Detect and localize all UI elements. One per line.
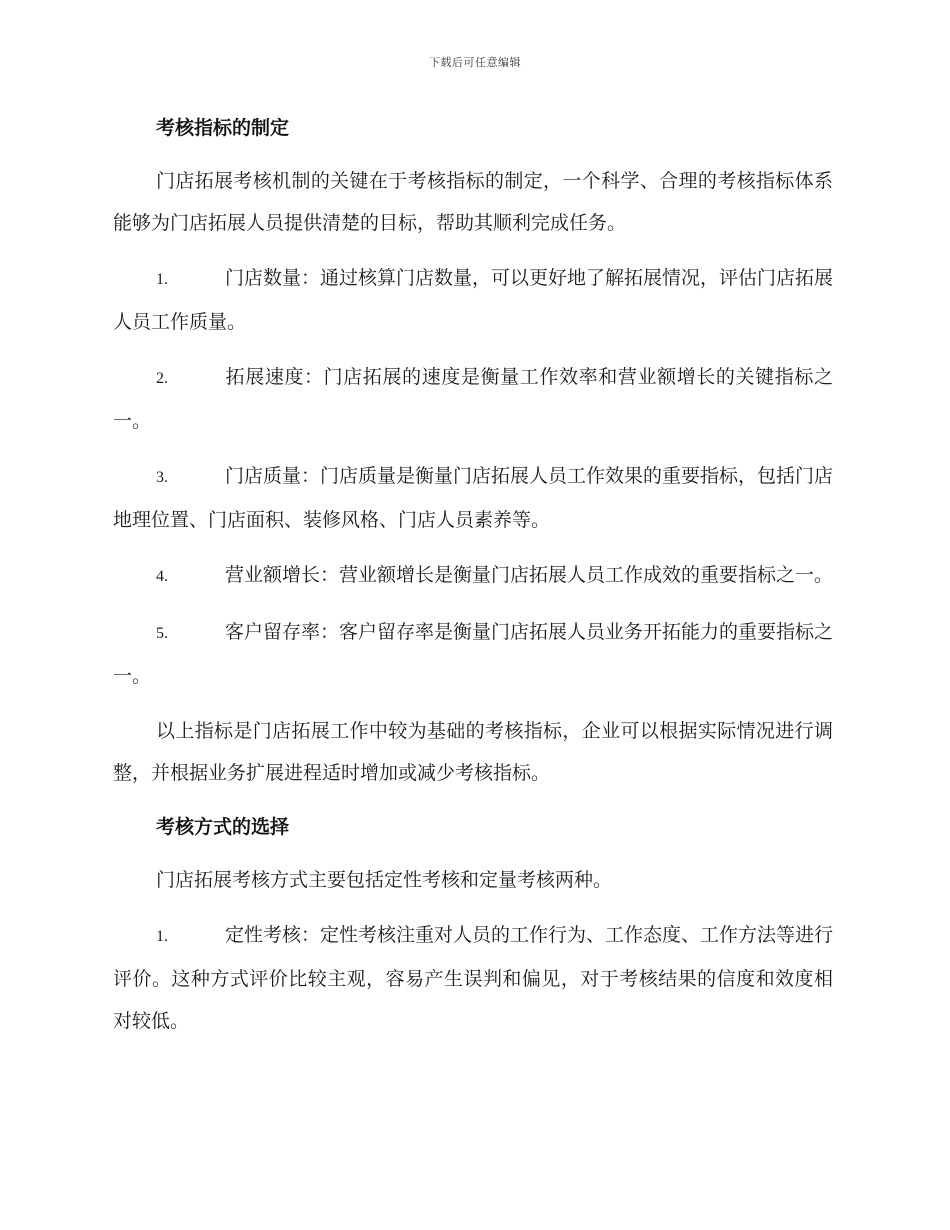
list-item <box>113 611 833 697</box>
list-number: 1. <box>156 271 168 288</box>
list-number: 5. <box>156 625 168 642</box>
section-heading-indicators: 考核指标的制定 <box>156 117 290 139</box>
list-number: 4. <box>156 568 168 585</box>
header-note: 下载后可任意编辑 <box>429 56 521 69</box>
list-item-text: 门店数量：通过核算门店数量，可以更好地了解拓展情况，评估门店拓展人员工作质量。 <box>113 267 834 333</box>
list-item <box>113 356 833 442</box>
list-number: 2. <box>156 370 168 387</box>
list-item <box>113 257 833 343</box>
summary-paragraph: 以上指标是门店拓展工作中较为基础的考核指标，企业可以根据实际情况进行调整，并根据业务扩展进程适时增加或减少考核指标。 <box>113 720 833 784</box>
section-intro-paragraph: 门店拓展考核机制的关键在于考核指标的制定，一个科学、合理的考核指标体系能够为门店拓展人员提供清楚的目标，帮助其顺利完成任务。 <box>113 170 833 234</box>
list-number: 3. <box>156 469 168 486</box>
list-item-text: 定性考核：定性考核注重对人员的工作行为、工作态度、工作方法等进行评价。这种方式评价比较主观，容易产生误判和偏见，对于考核结果的信度和效度相对较低。 <box>113 924 834 1032</box>
list-item <box>113 554 833 598</box>
document-body <box>113 108 833 1055</box>
list-item-text: 拓展速度：门店拓展的速度是衡量工作效率和营业额增长的关键指标之一。 <box>113 366 833 432</box>
list-item-text: 客户留存率：客户留存率是衡量门店拓展人员业务开拓能力的重要指标之一。 <box>113 621 834 687</box>
section-intro-paragraph: 门店拓展考核方式主要包括定性考核和定量考核两种。 <box>156 869 613 891</box>
list-number: 1. <box>156 928 168 945</box>
list-item <box>113 455 833 541</box>
list-item-text: 门店质量：门店质量是衡量门店拓展人员工作效果的重要指标，包括门店地理位置、门店面积、装修风格、门店人员素养等。 <box>113 465 834 531</box>
list-item-text: 营业额增长：营业额增长是衡量门店拓展人员工作成效的重要指标之一。 <box>225 564 834 586</box>
list-item <box>113 914 833 1042</box>
section-heading-methods: 考核方式的选择 <box>156 816 290 838</box>
